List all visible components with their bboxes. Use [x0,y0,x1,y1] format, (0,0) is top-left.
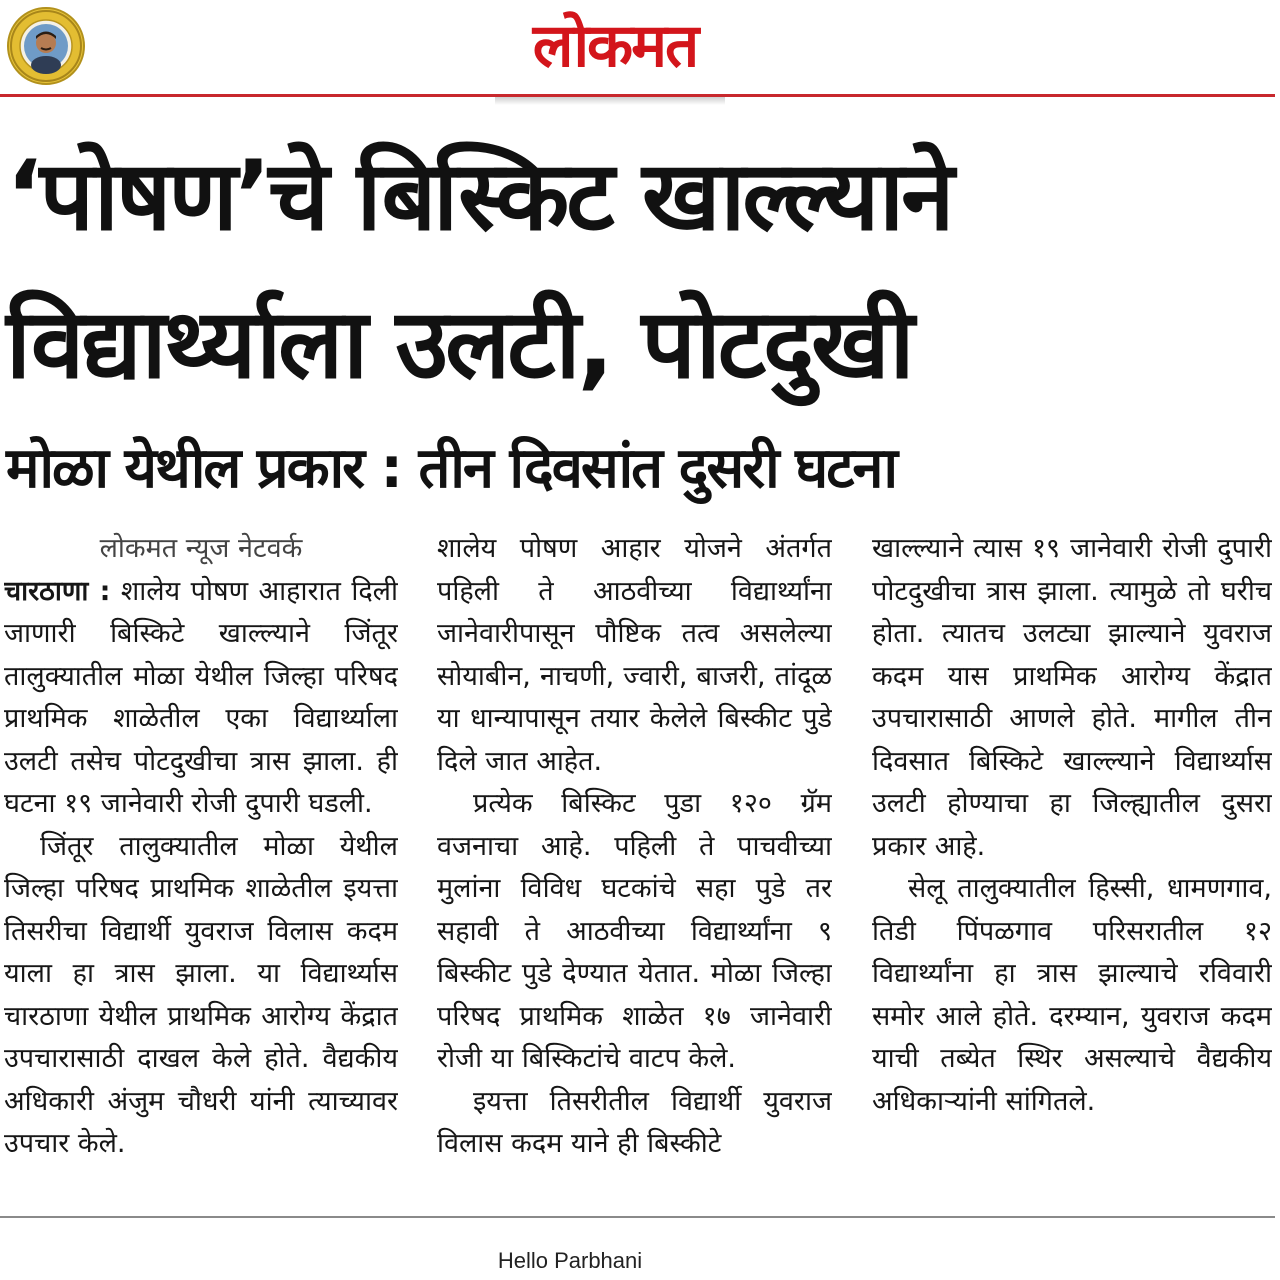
column-2-paragraph-3: इयत्ता तिसरीतील विद्यार्थी युवराज विलास कदम याने ही बिस्कीटे [437,1085,832,1159]
bottom-rule [0,1216,1275,1218]
article-column-3 [872,528,1272,1218]
masthead-shadow [495,97,725,105]
byline: लोकमत न्यूज नेटवर्क [99,533,303,564]
column-2-paragraph-1: शालेय पोषण आहार योजने अंतर्गत पहिली ते आठवीच्या विद्यार्थ्यांना जानेवारीपासून पौष्टिक तत्व असलेल्या सोयाबीन, नाचणी, ज्वारी, बाजरी, तांदूळ या धान्यापासून तयार केलेले बिस्कीट पुडे दिले जात आहेत. [437,533,832,777]
dateline: चारठाणा : [4,575,111,607]
column-3-paragraph-2: सेलू तालुक्यातील हिस्सी, धामणगाव, तिडी पिंपळगाव परिसरातील १२ विद्यार्थ्यांना हा त्रास झाल्याचे रविवारी समोर आले होते. दरम्यान, युवराज कदम याची तब्येत स्थिर असल्याचे वैद्यकीय अधिकाऱ्यांनी सांगितले. [872,873,1272,1117]
article-column-2 [437,528,832,1218]
masthead [0,0,1280,96]
newspaper-logo: लोकमत [532,11,698,81]
footer-caption: Hello Parbhani [497,1248,643,1273]
article-column-1 [4,528,398,1218]
article-headline: ‘पोषण’चे बिस्किट खाल्ल्याने विद्यार्थ्याला उलटी, पोटदुखी [6,140,952,400]
column-3-paragraph-1: खाल्ल्याने त्यास १९ जानेवारी रोजी दुपारी पोटदुखीचा त्रास झाला. त्यामुळे तो घरीच होता. त्यातच उलट्या झाल्याने युवराज कदम यास प्राथमिक आरोग्य केंद्रात उपचारासाठी आणले होते. मागील तीन दिवसात बिस्किटे खाल्ल्याने विद्यार्थ्यास उलटी होण्याचा हा जिल्ह्यातील दुसरा प्रकार आहे. [872,533,1272,862]
column-1-paragraph-2: जिंतूर तालुक्यातील मोळा येथील जिल्हा परिषद प्राथमिक शाळेतील इयत्ता तिसरीचा विद्यार्थी युवराज विलास कदम याला हा त्रास झाला. या विद्यार्थ्यास चारठाणा येथील प्राथमिक आरोग्य केंद्रात उपचारासाठी दाखल केले होते. वैद्यकीय अधिकारी अंजुम चौधरी यांनी त्याच्यावर उपचार केले. [4,830,398,1159]
article-subheadline: मोळा येथील प्रकार : तीन दिवसांत दुसरी घटना [6,436,897,501]
column-1-paragraph-1 [4,571,398,826]
column-1-paragraph-1-text: शालेय पोषण आहारात दिली जाणारी बिस्किटे खाल्ल्याने जिंतूर तालुक्यातील मोळा येथील जिल्हा परिषद प्राथमिक शाळेतील एका विद्यार्थ्याला उलटी तसेच पोटदुखीचा त्रास झाला. ही घटना १९ जानेवारी रोजी दुपारी घडली. [4,575,398,819]
column-2-paragraph-2: प्रत्येक बिस्किट पुडा १२० ग्रॅम वजनाचा आहे. पहिली ते पाचवीच्या मुलांना विविध घटकांचे सहा पुडे तर सहावी ते आठवीच्या विद्यार्थ्यांना ९ बिस्कीट पुडे देण्यात येतात. मोळा जिल्हा परिषद प्राथमिक शाळेत १७ जानेवारी रोजी या बिस्किटांचे वाटप केले. [437,788,832,1074]
